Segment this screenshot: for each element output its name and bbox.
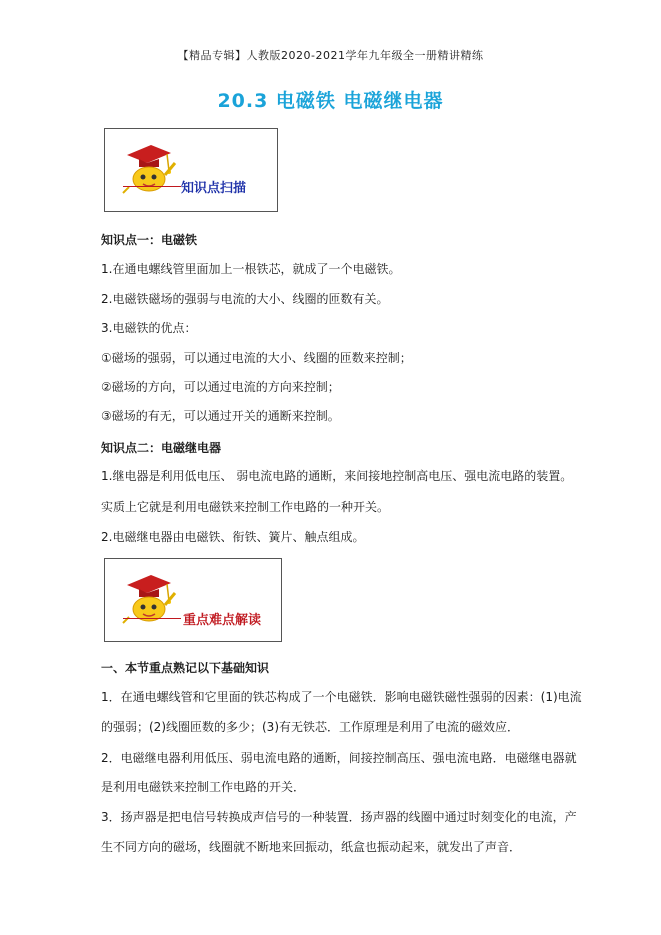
knowledge-scan-badge	[104, 128, 278, 212]
paragraph-line: 实质上它就是利用电磁铁来控制工作电路的一种开关。	[101, 500, 390, 514]
paragraph-line: 生不同方向的磁场，线圈就不断地来回振动，纸盒也振动起来，就发出了声音．	[101, 840, 522, 854]
badge-underline	[123, 186, 181, 187]
badge-underline	[123, 618, 181, 619]
key-points-badge	[104, 558, 282, 642]
paragraph-line: ①磁场的强弱，可以通过电流的大小、线圈的匝数来控制；	[101, 351, 412, 365]
badge-label: 知识点扫描	[181, 181, 247, 196]
paragraph-line: 1.在通电螺线管里面加上一根铁芯，就成了一个电磁铁。	[101, 262, 401, 276]
paragraph-line: 的强弱；(2)线圈匝数的多少；(3)有无铁芯．工作原理是利用了电流的磁效应．	[101, 720, 519, 734]
section-heading: 一、本节重点熟记以下基础知识	[101, 661, 270, 675]
section-heading: 知识点二：电磁继电器	[101, 441, 222, 455]
paragraph-line: 3．扬声器是把电信号转换成声信号的一种装置．扬声器的线圈中通过时刻变化的电流，产	[101, 810, 577, 824]
section-heading: 知识点一：电磁铁	[101, 233, 198, 247]
paragraph-line: 3.电磁铁的优点：	[101, 321, 197, 335]
paragraph-line: 2.电磁铁磁场的强弱与电流的大小、线圈的匝数有关。	[101, 292, 389, 306]
paragraph-line: 1．在通电螺线管和它里面的铁芯构成了一个电磁铁．影响电磁铁磁性强弱的因素：(1)电流	[101, 690, 582, 704]
page-title: 20.3 电磁铁 电磁继电器	[217, 90, 444, 112]
paragraph-line: 2.电磁继电器由电磁铁、衔铁、簧片、触点组成。	[101, 530, 365, 544]
paragraph-line: 1.继电器是利用低电压、 弱电流电路的通断，来间接地控制高电压、强电流电路的装置。	[101, 469, 573, 483]
badge-label: 重点难点解读	[183, 613, 262, 628]
paragraph-line: 2．电磁继电器利用低压、弱电流电路的通断，间接控制高压、强电流电路．电磁继电器就	[101, 751, 577, 765]
paragraph-line: ②磁场的方向，可以通过电流的方向来控制；	[101, 380, 340, 394]
paragraph-line: 是利用电磁铁来控制工作电路的开关．	[101, 780, 306, 794]
page-header: 【精品专辑】人教版2020-2021学年九年级全一册精讲精练	[177, 49, 484, 62]
paragraph-line: ③磁场的有无，可以通过开关的通断来控制。	[101, 409, 340, 423]
mascot-icon	[119, 137, 179, 197]
